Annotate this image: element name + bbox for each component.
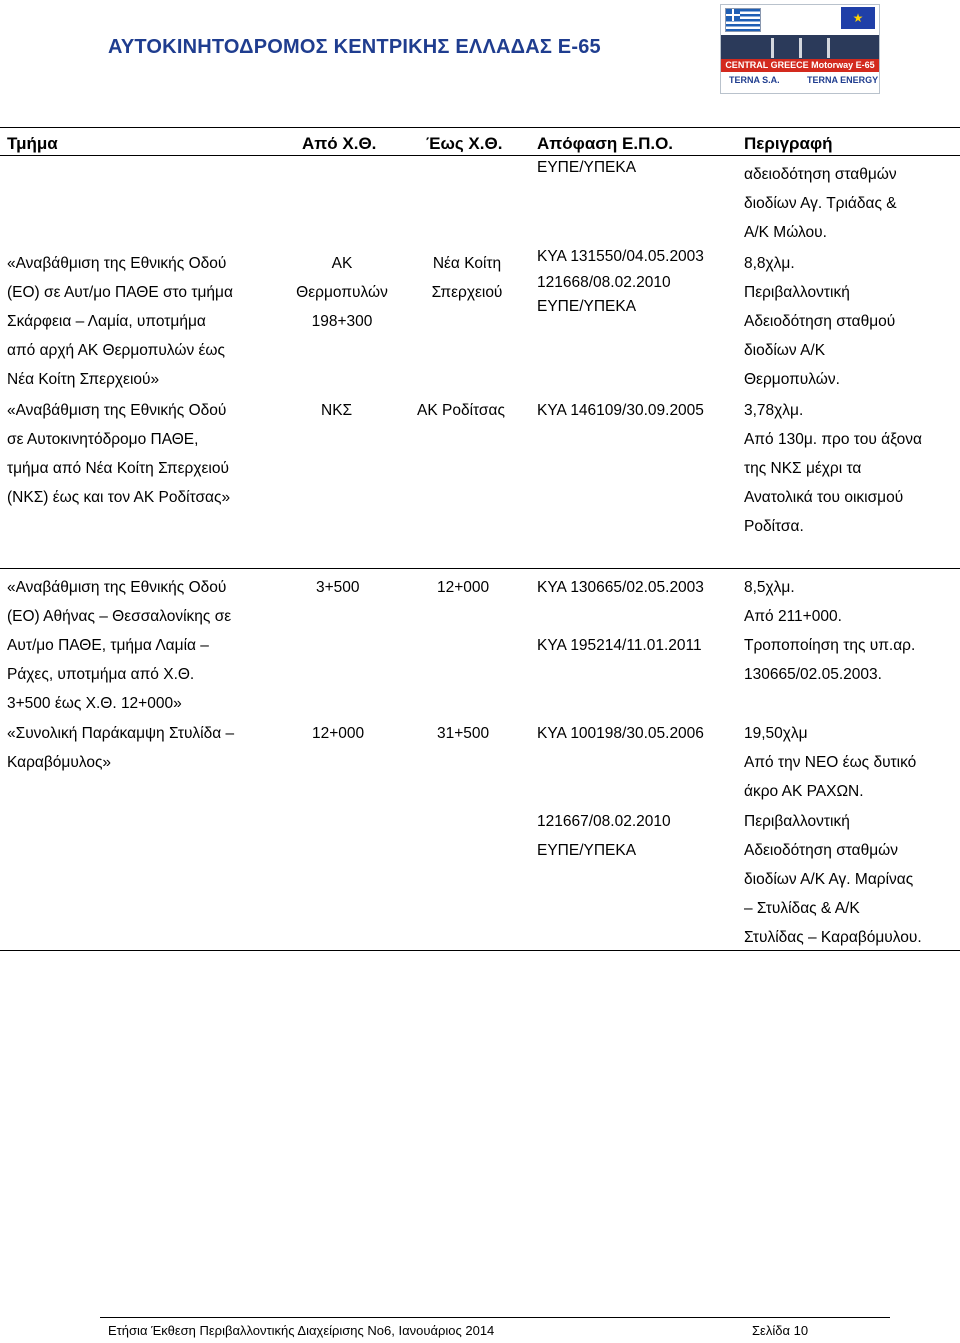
table-cell-description: 8,5χλμ. Από 211+000. [744,579,842,625]
table-cell-description: αδειοδότηση σταθμών διοδίων Αγ. Τριάδας & Α/Κ Μώλου. [744,166,897,241]
table-cell-decision: ΚΥΑ 100198/30.05.2006 [537,725,704,742]
table-cell-section: «Αναβάθμιση της Εθνικής Οδού σε Αυτοκινητόδρομο ΠΑΘΕ, τμήμα από Νέα Κοίτη Σπερχειού (ΝΚΣ) έως και τον ΑΚ Ροδίτσας» [7,402,231,506]
table-cell-to: 12+000 [437,579,490,596]
table-cell-from: ΑΚ Θερμοπυλών 198+300 [296,255,388,330]
table-cell-description: Τροποποίηση της υπ.αρ. 130665/02.05.2003. [744,637,916,683]
table-row-divider [0,568,960,569]
central-greece-motorway-logo [720,4,880,94]
table-cell-decision: 121667/08.02.2010 ΕΥΠΕ/ΥΠΕΚΑ [537,813,671,859]
table-cell-to: ΑΚ Ροδίτσας [417,402,505,419]
table-cell-description: Περιβαλλοντική Αδειοδότηση σταθμών διοδίων Α/Κ Αγ. Μαρίνας – Στυλίδας & Α/Κ Στυλίδας – Καραβόμυλου. [744,813,922,946]
terna-energy-logo-text: TERNA ENERGY [807,75,879,85]
table-cell-description: 3,78χλμ. Από 130μ. προ του άξονα της ΝΚΣ μέχρι τα Ανατολικά του οικισμού Ροδίτσα. [744,402,922,535]
footer-page-number: Σελίδα 10 [752,1323,809,1338]
table-cell-to: Νέα Κοίτη Σπερχειού [431,255,503,301]
greek-flag-icon [725,8,761,32]
table-cell-from: 12+000 [312,725,365,742]
table-cell-decision: ΚΥΑ 131550/04.05.2003 [537,248,704,265]
terna-logo-text: TERNA S.A. [729,75,780,85]
table-cell-to: 31+500 [437,725,490,742]
table-header-from: Από Χ.Θ. [302,134,377,153]
table-cell-from: 3+500 [316,579,360,596]
table-cell-description: 19,50χλμ Από την ΝΕΟ έως δυτικό άκρο ΑΚ ΡΑΧΩΝ. [744,725,917,800]
table-cell-description: Περιβαλλοντική Αδειοδότηση σταθμού διοδίων Α/Κ Θερμοπυλών. [744,284,896,388]
document-header-title: ΑΥΤΟΚΙΝΗΤΟΔΡΟΜΟΣ ΚΕΝΤΡΙΚΗΣ ΕΛΛΑΔΑΣ Ε-65 [108,36,601,58]
table-header-to: Έως Χ.Θ. [426,134,503,153]
table-header-divider [0,155,960,156]
table-header-section: Τμήμα [7,134,58,153]
table-cell-from: ΝΚΣ [321,402,353,419]
table-cell-decision: ΚΥΑ 195214/11.01.2011 [537,637,702,654]
table-cell-section: «Συνολική Παράκαμψη Στυλίδα – Καραβόμυλος» [7,725,235,771]
table-cell-decision: ΚΥΑ 146109/30.09.2005 [537,402,704,419]
table-cell-decision: 121668/08.02.2010 ΕΥΠΕ/ΥΠΕΚΑ [537,274,671,315]
logo-band-text: CENTRAL GREECE Motorway E-65 [721,59,879,72]
table-header-description: Περιγραφή [744,134,833,153]
table-cell-decision: ΚΥΑ 130665/02.05.2003 [537,579,704,596]
table-cell-section: «Αναβάθμιση της Εθνικής Οδού (ΕΟ) Αθήνας – Θεσσαλονίκης σε Αυτ/μο ΠΑΘΕ, τμήμα Λαμία – Ράχες, υποτμήμα από Χ.Θ. 3+500 έως Χ.Θ. 12+000» [7,579,232,712]
table-top-border [0,127,960,128]
table-cell-decision: ΕΥΠΕ/ΥΠΕΚΑ [537,159,637,176]
footer-divider [100,1317,890,1318]
table-cell-description: 8,8χλμ. [744,255,795,272]
eu-flag-icon: ★ [841,7,875,29]
footer-report-title: Ετήσια Έκθεση Περιβαλλοντικής Διαχείρισης Νο6, Ιανουάριος 2014 [108,1323,495,1338]
table-cell-section: «Αναβάθμιση της Εθνικής Οδού (ΕΟ) σε Αυτ/μο ΠΑΘΕ στο τμήμα Σκάρφεια – Λαμία, υποτμήμα από αρχή ΑΚ Θερμοπυλών έως Νέα Κοίτη Σπερχειού» [7,255,233,388]
table-header-decision: Απόφαση Ε.Π.Ο. [537,134,674,153]
